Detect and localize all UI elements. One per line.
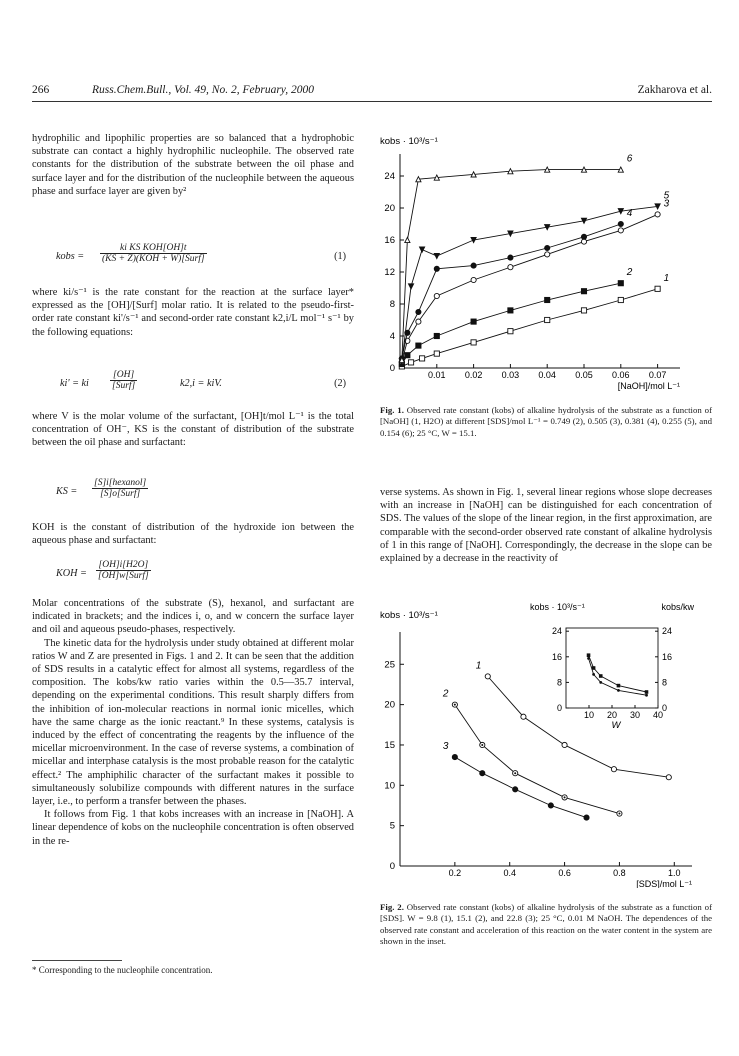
x-tick-label: 0.07 <box>648 370 667 380</box>
data-point-4 <box>618 221 623 226</box>
y-tick-label: 0 <box>389 861 395 872</box>
x-tick-label: 0.03 <box>501 370 520 380</box>
x-tick-label: 0.6 <box>558 868 571 878</box>
x-tick-label: 0.05 <box>575 370 593 380</box>
inset-data-point <box>617 684 621 688</box>
y-axis-label: kobs · 10³/s⁻¹ <box>380 610 438 621</box>
inset-x-tick-label: 10 <box>583 710 595 720</box>
x-tick-label: 0.01 <box>428 370 446 380</box>
data-point-1 <box>419 356 424 361</box>
data-point-3 <box>655 212 660 217</box>
data-point-4 <box>434 266 439 271</box>
figure-2-chart <box>376 592 716 888</box>
series-label-6: 6 <box>626 153 633 165</box>
eq1-numerator: ki KS KOH[OH]t <box>100 243 207 254</box>
data-point-3 <box>545 252 550 257</box>
equation-4 <box>56 560 354 590</box>
data-point-1 <box>508 329 513 334</box>
inset-right-y-label: kobs/kw <box>661 602 694 612</box>
series-label-1: 1 <box>475 660 482 672</box>
data-point-3 <box>452 754 457 759</box>
data-point-3 <box>508 265 513 270</box>
inset-data-point <box>587 653 591 657</box>
eq4-lhs: KOH = <box>56 568 87 579</box>
series-line-2 <box>455 705 620 814</box>
figure-2-caption <box>380 902 712 948</box>
data-point-2 <box>508 308 513 313</box>
data-point-6 <box>405 237 410 242</box>
left-column-body <box>32 597 354 848</box>
equation-3 <box>56 478 354 508</box>
data-point-3 <box>480 771 485 776</box>
data-point-1 <box>408 360 413 365</box>
data-point-4 <box>471 263 476 268</box>
inset-y-tick-label: 0 <box>556 703 562 713</box>
inset-y-tick-label: 24 <box>551 626 562 637</box>
figure-1-caption-text: Observed rate constant (kobs) of alkaline hydrolysis of the substrate as a function of [NaOH] (1, H2O) at different [SDS]/mol L⁻¹ = 0.749 (2), 0.505 (3), 0.381 (4), 0.255 (5), and 0.154 (6); 25 °C, W = 15.1. <box>380 405 713 438</box>
data-point-3 <box>618 228 623 233</box>
series-label-2: 2 <box>626 267 633 279</box>
data-point-2-dot <box>564 796 566 798</box>
inset-x-tick-label: 40 <box>652 710 664 720</box>
eq2-numerator: [OH] <box>110 370 137 381</box>
left-column-p3 <box>32 410 354 450</box>
data-point-1 <box>485 674 490 679</box>
inset-x-tick-label: 30 <box>629 710 641 720</box>
eq1-lhs: kobs = <box>56 251 85 262</box>
inset-y-tick-label: 16 <box>551 651 562 662</box>
x-tick-label: 0.04 <box>538 370 556 380</box>
data-point-1 <box>471 340 476 345</box>
y-tick-label: 20 <box>384 699 395 711</box>
left-column-p4 <box>32 521 354 547</box>
right-column-text <box>380 486 712 565</box>
figure-1-label: Fig. 1. <box>380 405 404 415</box>
paragraph: verse systems. As shown in Fig. 1, several linear regions whose slope decreases with an increase in [NaOH] can be distinguished for each concentration of SDS. The values of the slope of the linear region, in the first approximation, are comparable with the second-order observed rate constant of alkaline hydrolysis of 1 in this range of [NaOH]. Correspondingly, the decrease in the slope can be explained by a decrease in the reactivity of <box>380 487 712 565</box>
paragraph: where ki/s⁻¹ is the rate constant for the reaction at the surface layer* expressed as the [OH]/[Surf] molar ratio. It is related to the pseudo-first-order rate constant ki'/s⁻¹ and second-order rate constant k2,i/L mol⁻¹ s⁻¹ by the following equations: <box>32 287 354 338</box>
y-tick-label: 4 <box>389 331 395 342</box>
data-point-4 <box>545 245 550 250</box>
eq2-fraction <box>110 370 137 391</box>
inset-y-tick-label-right: 8 <box>662 677 668 688</box>
data-point-1 <box>618 297 623 302</box>
running-authors: Zakharova et al. <box>637 84 712 96</box>
x-tick-label: 0.06 <box>612 370 630 380</box>
series-label-3: 3 <box>663 198 670 210</box>
data-point-2-dot <box>514 772 516 774</box>
inset-data-point <box>645 694 648 697</box>
data-point-1 <box>655 286 660 291</box>
x-tick-label: 0.4 <box>503 868 516 878</box>
y-tick-label: 25 <box>384 659 395 671</box>
eq2-denominator: [Surf] <box>112 381 136 391</box>
data-point-1 <box>545 317 550 322</box>
data-point-5 <box>434 253 439 258</box>
data-point-2 <box>545 297 550 302</box>
inset-data-point <box>645 690 649 694</box>
y-tick-label: 8 <box>389 299 395 310</box>
series-label-5: 5 <box>663 190 670 202</box>
data-point-3 <box>434 293 439 298</box>
header-rule <box>32 101 712 102</box>
x-tick-label: 0.2 <box>448 868 462 878</box>
data-point-5 <box>419 247 424 252</box>
eq1-denominator: (KS + Z)(KOH + W)[Surf] <box>102 254 205 264</box>
inset-data-point <box>599 674 603 678</box>
eq3-denominator: [S]o[Surf] <box>100 489 141 499</box>
data-point-2 <box>405 353 410 358</box>
inset-data-point <box>599 681 602 684</box>
data-point-4 <box>581 234 586 239</box>
y-tick-label: 15 <box>384 739 395 751</box>
paragraph: It follows from Fig. 1 that kobs increases with an increase in [NaOH]. A linear dependence of kobs on the nucleophile concentration is often observed in the re- <box>32 809 354 847</box>
figure-2-label: Fig. 2. <box>380 902 404 912</box>
eq3-numerator: [S]i[hexanol] <box>94 478 147 488</box>
data-point-1 <box>434 351 439 356</box>
data-point-3 <box>513 787 518 792</box>
inset-y-tick-label-right: 24 <box>662 626 673 637</box>
inset-data-point <box>592 673 595 676</box>
data-point-2 <box>581 289 586 294</box>
data-point-1 <box>562 742 567 747</box>
data-point-1 <box>521 714 526 719</box>
data-point-4 <box>416 309 421 314</box>
x-tick-label: 1.0 <box>668 868 681 878</box>
eq4-denominator: [OH]w[Surf] <box>98 571 149 581</box>
eq1-fraction <box>100 243 207 264</box>
data-point-2 <box>416 343 421 348</box>
page-number: 266 <box>32 84 50 96</box>
inset-data-point <box>617 689 620 692</box>
eq1-number: (1) <box>334 251 346 262</box>
figure-2-caption-text: Observed rate constant (kobs) of alkaline hydrolysis of the substrate as a function of [SDS]. W = 9.8 (1), 15.1 (2), and 22.8 (3); 25 °C, 0.01 M NaOH. The dependences of the observed rate constant and acceleration of this reaction on the water content in the system are shown in the inset. <box>380 902 713 947</box>
inset-x-tick-label: 20 <box>606 710 618 720</box>
inset-data-point <box>587 657 590 660</box>
y-tick-label: 24 <box>384 171 395 182</box>
inset-left-y-label: kobs · 10³/s⁻¹ <box>530 602 585 612</box>
paragraph: The kinetic data for the hydrolysis under study obtained at different molar ratios W and Z are presented in Figs. 1 and 2. It can be seen that the addition of SDS results in a catalytic effect for almost all systems, regardless of the composition. The kobs/kw ratio varies within the 0.5—35.7 interval, depending on the experimental conditions. This result sharply differs from the inhibition of ion-molecular reactions in normal ionic micelles, which have the same charge as the ionic reactant.⁹ In these systems, catalysis is induced by the effect of concentrating the reagents by the influence of the micellar microenvironment. In the case of reverse systems, a combination of micellar and interphase catalysis is the most probable reason for the catalytic effect.² The amphiphilic character of the surfactant makes it possible to simultaneously solubilize compounds with different natures in the surface layer, i.e., to perform a transfer between the phases. <box>32 637 354 808</box>
y-axis-label: kobs · 10³/s⁻¹ <box>380 136 438 147</box>
data-point-1 <box>611 767 616 772</box>
left-column-p2 <box>32 286 354 339</box>
data-point-2 <box>434 333 439 338</box>
x-axis-label: [NaOH]/mol L⁻¹ <box>617 381 680 391</box>
equation-1 <box>56 243 354 273</box>
y-tick-label: 20 <box>384 203 395 214</box>
figure-1-chart <box>376 130 716 400</box>
data-point-2-dot <box>618 813 620 815</box>
y-tick-label: 0 <box>389 363 395 374</box>
left-column-top <box>32 132 354 198</box>
y-tick-label: 16 <box>384 235 395 246</box>
y-tick-label: 5 <box>389 820 395 832</box>
eq4-numerator: [OH]i[H2O] <box>96 560 151 571</box>
data-point-3 <box>471 277 476 282</box>
series-label-3: 3 <box>442 741 449 753</box>
y-tick-label: 12 <box>384 267 395 278</box>
inset-y-tick-label: 8 <box>556 677 562 688</box>
data-point-2-dot <box>454 704 456 706</box>
eq4-fraction <box>96 560 151 581</box>
inset-y-tick-label-right: 0 <box>662 703 668 713</box>
inset-frame <box>566 628 658 708</box>
data-point-1 <box>666 775 671 780</box>
series-label-2: 2 <box>442 688 449 700</box>
x-tick-label: 0.8 <box>613 868 626 878</box>
inset-x-label: W <box>611 720 621 731</box>
data-point-2 <box>471 319 476 324</box>
y-tick-label: 10 <box>384 780 395 792</box>
data-point-4 <box>508 255 513 260</box>
eq2-number: (2) <box>334 378 346 389</box>
series-line-3 <box>402 214 658 361</box>
data-point-3 <box>416 319 421 324</box>
eq2-rhs: k2,i = kiV. <box>180 378 222 389</box>
paragraph: KOH is the constant of distribution of the hydroxide ion between the aqueous phase and surfactant: <box>32 522 354 547</box>
data-point-2 <box>618 281 623 286</box>
footnote-rule <box>32 960 122 961</box>
paragraph: Molar concentrations of the substrate (S), hexanol, and surfactant are indicated in brackets; and the indices i, o, and w concern the surface layer and oil and aqueous pseudo-phases, respectively. <box>32 598 354 636</box>
figure-1-caption <box>380 405 712 439</box>
footnote: * Corresponding to the nucleophile concentration. <box>32 965 213 975</box>
series-label-1: 1 <box>663 272 670 284</box>
journal-citation: Russ.Chem.Bull., Vol. 49, No. 2, February, 2000 <box>92 84 315 96</box>
data-point-3 <box>584 815 589 820</box>
series-label-4: 4 <box>626 208 633 219</box>
data-point-1 <box>581 308 586 313</box>
equation-2 <box>60 370 354 400</box>
eq3-fraction <box>92 478 148 499</box>
running-header <box>32 84 712 102</box>
series-line-3 <box>455 757 587 818</box>
data-point-3 <box>548 803 553 808</box>
x-tick-label: 0.02 <box>464 370 483 380</box>
x-axis-label: [SDS]/mol L⁻¹ <box>636 879 692 888</box>
paragraph: where V is the molar volume of the surfactant, [OH]t/mol L⁻¹ is the total concentration of OH⁻, KS is the constant of distribution of the substrate between the oil phase and surfactant: <box>32 411 354 449</box>
inset-y-tick-label-right: 16 <box>662 651 673 662</box>
eq3-lhs: KS = <box>56 486 78 497</box>
data-point-2-dot <box>481 744 483 746</box>
eq2-lhs: ki' = ki <box>60 378 89 389</box>
data-point-5 <box>408 284 413 289</box>
paragraph: hydrophilic and lipophilic properties are so balanced that a hydrophobic substrate can contact a highly hydrophilic nucleophile. The observed rate constants for the distribution of the substrate between the oil phase and surface layer and for the distribution of the nucleophile between the aqueous phase and surface layer are given by² <box>32 133 354 197</box>
